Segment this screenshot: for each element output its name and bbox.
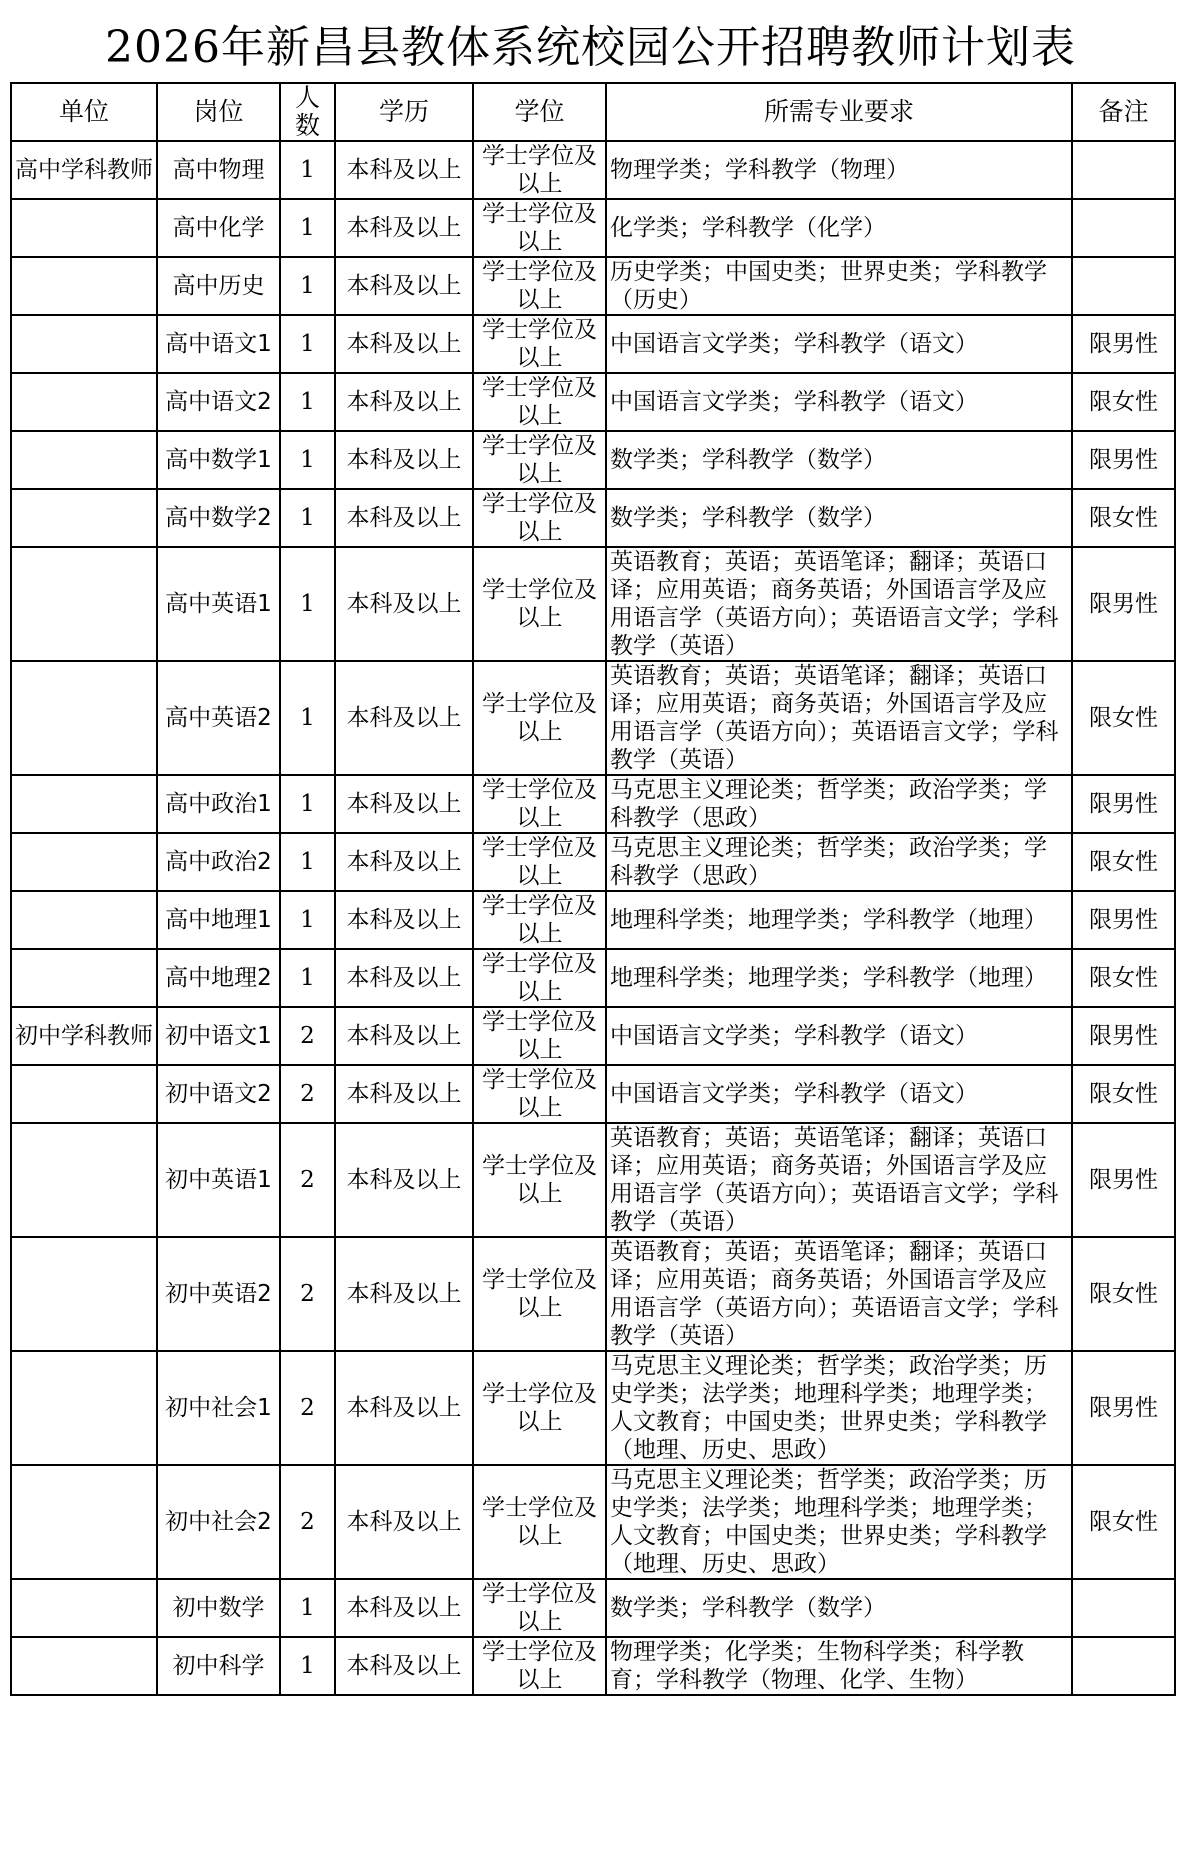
table-header-row	[11, 83, 1175, 141]
education-cell: 本科及以上	[335, 431, 473, 489]
education-cell: 本科及以上	[335, 1065, 473, 1123]
table-row	[11, 1007, 1175, 1065]
major-cell: 马克思主义理论类；哲学类；政治学类；学科教学（思政）	[606, 833, 1072, 891]
note-cell	[1072, 199, 1175, 257]
count-cell: 1	[280, 141, 335, 199]
degree-cell: 学士学位及以上	[473, 1123, 606, 1237]
table-row	[11, 141, 1175, 199]
count-cell: 1	[280, 547, 335, 661]
count-cell: 1	[280, 1637, 335, 1695]
degree-cell: 学士学位及以上	[473, 315, 606, 373]
table-row	[11, 1065, 1175, 1123]
education-cell: 本科及以上	[335, 1237, 473, 1351]
education-cell: 本科及以上	[335, 949, 473, 1007]
table-row	[11, 891, 1175, 949]
major-cell: 数学类；学科教学（数学）	[606, 489, 1072, 547]
education-cell: 本科及以上	[335, 373, 473, 431]
major-cell: 化学类；学科教学（化学）	[606, 199, 1072, 257]
post-cell: 高中化学	[157, 199, 280, 257]
degree-cell: 学士学位及以上	[473, 1237, 606, 1351]
count-cell: 2	[280, 1007, 335, 1065]
education-cell: 本科及以上	[335, 1637, 473, 1695]
unit-cell	[11, 833, 157, 891]
count-cell: 2	[280, 1065, 335, 1123]
table-row	[11, 199, 1175, 257]
post-cell: 初中语文2	[157, 1065, 280, 1123]
unit-cell	[11, 1123, 157, 1237]
major-cell: 地理科学类；地理学类；学科教学（地理）	[606, 891, 1072, 949]
table-row	[11, 257, 1175, 315]
education-cell: 本科及以上	[335, 141, 473, 199]
education-cell: 本科及以上	[335, 489, 473, 547]
education-cell: 本科及以上	[335, 891, 473, 949]
post-cell: 高中语文2	[157, 373, 280, 431]
col-header-degree: 学位	[473, 83, 606, 141]
col-header-count: 人数	[280, 83, 335, 141]
post-cell: 高中英语1	[157, 547, 280, 661]
unit-cell	[11, 1637, 157, 1695]
count-cell: 1	[280, 661, 335, 775]
major-cell: 马克思主义理论类；哲学类；政治学类；历史学类；法学类；地理科学类；地理学类；人文教育；中国史类；世界史类；学科教学（地理、历史、思政）	[606, 1465, 1072, 1579]
note-cell: 限女性	[1072, 1237, 1175, 1351]
count-cell: 1	[280, 489, 335, 547]
education-cell: 本科及以上	[335, 257, 473, 315]
count-cell: 1	[280, 891, 335, 949]
post-cell: 高中历史	[157, 257, 280, 315]
degree-cell: 学士学位及以上	[473, 489, 606, 547]
unit-cell: 高中学科教师	[11, 141, 157, 199]
degree-cell: 学士学位及以上	[473, 833, 606, 891]
col-header-unit: 单位	[11, 83, 157, 141]
degree-cell: 学士学位及以上	[473, 891, 606, 949]
major-cell: 中国语言文学类；学科教学（语文）	[606, 315, 1072, 373]
degree-cell: 学士学位及以上	[473, 1351, 606, 1465]
count-cell: 1	[280, 1579, 335, 1637]
degree-cell: 学士学位及以上	[473, 373, 606, 431]
major-cell: 马克思主义理论类；哲学类；政治学类；历史学类；法学类；地理科学类；地理学类；人文教育；中国史类；世界史类；学科教学（地理、历史、思政）	[606, 1351, 1072, 1465]
table-row	[11, 1579, 1175, 1637]
education-cell: 本科及以上	[335, 1007, 473, 1065]
degree-cell: 学士学位及以上	[473, 949, 606, 1007]
degree-cell: 学士学位及以上	[473, 1579, 606, 1637]
unit-cell	[11, 775, 157, 833]
post-cell: 高中英语2	[157, 661, 280, 775]
count-cell: 1	[280, 949, 335, 1007]
post-cell: 初中数学	[157, 1579, 280, 1637]
education-cell: 本科及以上	[335, 1465, 473, 1579]
note-cell: 限男性	[1072, 1007, 1175, 1065]
education-cell: 本科及以上	[335, 315, 473, 373]
count-cell: 2	[280, 1237, 335, 1351]
table-row	[11, 431, 1175, 489]
note-cell: 限男性	[1072, 1123, 1175, 1237]
unit-cell	[11, 1579, 157, 1637]
unit-cell	[11, 373, 157, 431]
table-row	[11, 1237, 1175, 1351]
table-row	[11, 489, 1175, 547]
note-cell: 限男性	[1072, 891, 1175, 949]
unit-cell	[11, 1465, 157, 1579]
note-cell: 限女性	[1072, 949, 1175, 1007]
post-cell: 高中政治2	[157, 833, 280, 891]
major-cell: 物理学类；学科教学（物理）	[606, 141, 1072, 199]
major-cell: 数学类；学科教学（数学）	[606, 1579, 1072, 1637]
unit-cell	[11, 199, 157, 257]
unit-cell: 初中学科教师	[11, 1007, 157, 1065]
unit-cell	[11, 489, 157, 547]
note-cell	[1072, 1579, 1175, 1637]
unit-cell	[11, 315, 157, 373]
note-cell: 限女性	[1072, 661, 1175, 775]
post-cell: 初中社会2	[157, 1465, 280, 1579]
post-cell: 初中英语1	[157, 1123, 280, 1237]
note-cell	[1072, 257, 1175, 315]
education-cell: 本科及以上	[335, 775, 473, 833]
major-cell: 历史学类；中国史类；世界史类；学科教学（历史）	[606, 257, 1072, 315]
count-cell: 2	[280, 1123, 335, 1237]
unit-cell	[11, 1065, 157, 1123]
count-cell: 1	[280, 373, 335, 431]
table-row	[11, 1351, 1175, 1465]
note-cell: 限男性	[1072, 547, 1175, 661]
degree-cell: 学士学位及以上	[473, 775, 606, 833]
major-cell: 中国语言文学类；学科教学（语文）	[606, 373, 1072, 431]
major-cell: 英语教育；英语；英语笔译；翻译；英语口译；应用英语；商务英语；外国语言学及应用语言学（英语方向）；英语语言文学；学科教学（英语）	[606, 1237, 1072, 1351]
unit-cell	[11, 547, 157, 661]
note-cell: 限女性	[1072, 1065, 1175, 1123]
count-cell: 1	[280, 833, 335, 891]
table-row	[11, 1123, 1175, 1237]
page-title: 2026年新昌县教体系统校园公开招聘教师计划表	[105, 22, 1076, 73]
count-cell: 1	[280, 315, 335, 373]
education-cell: 本科及以上	[335, 833, 473, 891]
col-header-post: 岗位	[157, 83, 280, 141]
note-cell: 限男性	[1072, 315, 1175, 373]
count-cell: 1	[280, 257, 335, 315]
major-cell: 中国语言文学类；学科教学（语文）	[606, 1007, 1072, 1065]
note-cell: 限男性	[1072, 1351, 1175, 1465]
count-cell: 2	[280, 1351, 335, 1465]
education-cell: 本科及以上	[335, 547, 473, 661]
degree-cell: 学士学位及以上	[473, 661, 606, 775]
table-row	[11, 1637, 1175, 1695]
education-cell: 本科及以上	[335, 1123, 473, 1237]
table-row	[11, 775, 1175, 833]
major-cell: 地理科学类；地理学类；学科教学（地理）	[606, 949, 1072, 1007]
table-row	[11, 373, 1175, 431]
degree-cell: 学士学位及以上	[473, 199, 606, 257]
major-cell: 中国语言文学类；学科教学（语文）	[606, 1065, 1072, 1123]
major-cell: 英语教育；英语；英语笔译；翻译；英语口译；应用英语；商务英语；外国语言学及应用语言学（英语方向）；英语语言文学；学科教学（英语）	[606, 1123, 1072, 1237]
degree-cell: 学士学位及以上	[473, 141, 606, 199]
degree-cell: 学士学位及以上	[473, 431, 606, 489]
table-row	[11, 547, 1175, 661]
major-cell: 数学类；学科教学（数学）	[606, 431, 1072, 489]
unit-cell	[11, 1351, 157, 1465]
note-cell	[1072, 141, 1175, 199]
post-cell: 初中语文1	[157, 1007, 280, 1065]
unit-cell	[11, 1237, 157, 1351]
education-cell: 本科及以上	[335, 1351, 473, 1465]
post-cell: 高中政治1	[157, 775, 280, 833]
major-cell: 英语教育；英语；英语笔译；翻译；英语口译；应用英语；商务英语；外国语言学及应用语言学（英语方向）；英语语言文学；学科教学（英语）	[606, 547, 1072, 661]
col-header-major: 所需专业要求	[606, 83, 1072, 141]
degree-cell: 学士学位及以上	[473, 257, 606, 315]
count-cell: 2	[280, 1465, 335, 1579]
degree-cell: 学士学位及以上	[473, 1007, 606, 1065]
degree-cell: 学士学位及以上	[473, 547, 606, 661]
table-row	[11, 661, 1175, 775]
note-cell	[1072, 1637, 1175, 1695]
note-cell: 限女性	[1072, 489, 1175, 547]
unit-cell	[11, 891, 157, 949]
note-cell: 限女性	[1072, 373, 1175, 431]
degree-cell: 学士学位及以上	[473, 1637, 606, 1695]
degree-cell: 学士学位及以上	[473, 1465, 606, 1579]
post-cell: 高中数学1	[157, 431, 280, 489]
post-cell: 高中地理1	[157, 891, 280, 949]
post-cell: 高中物理	[157, 141, 280, 199]
post-cell: 初中英语2	[157, 1237, 280, 1351]
note-cell: 限男性	[1072, 775, 1175, 833]
table-row	[11, 1465, 1175, 1579]
table-row	[11, 833, 1175, 891]
col-header-note: 备注	[1072, 83, 1175, 141]
unit-cell	[11, 949, 157, 1007]
post-cell: 初中科学	[157, 1637, 280, 1695]
education-cell: 本科及以上	[335, 199, 473, 257]
recruitment-plan-table	[10, 82, 1176, 1696]
unit-cell	[11, 257, 157, 315]
note-cell: 限女性	[1072, 1465, 1175, 1579]
post-cell: 高中数学2	[157, 489, 280, 547]
post-cell: 初中社会1	[157, 1351, 280, 1465]
table-row	[11, 315, 1175, 373]
note-cell: 限女性	[1072, 833, 1175, 891]
major-cell: 马克思主义理论类；哲学类；政治学类；学科教学（思政）	[606, 775, 1072, 833]
table-row	[11, 949, 1175, 1007]
col-header-education: 学历	[335, 83, 473, 141]
post-cell: 高中地理2	[157, 949, 280, 1007]
education-cell: 本科及以上	[335, 1579, 473, 1637]
note-cell: 限男性	[1072, 431, 1175, 489]
count-cell: 1	[280, 431, 335, 489]
unit-cell	[11, 661, 157, 775]
degree-cell: 学士学位及以上	[473, 1065, 606, 1123]
major-cell: 英语教育；英语；英语笔译；翻译；英语口译；应用英语；商务英语；外国语言学及应用语言学（英语方向）；英语语言文学；学科教学（英语）	[606, 661, 1072, 775]
count-cell: 1	[280, 775, 335, 833]
unit-cell	[11, 431, 157, 489]
post-cell: 高中语文1	[157, 315, 280, 373]
count-cell: 1	[280, 199, 335, 257]
education-cell: 本科及以上	[335, 661, 473, 775]
major-cell: 物理学类；化学类；生物科学类；科学教育；学科教学（物理、化学、生物）	[606, 1637, 1072, 1695]
